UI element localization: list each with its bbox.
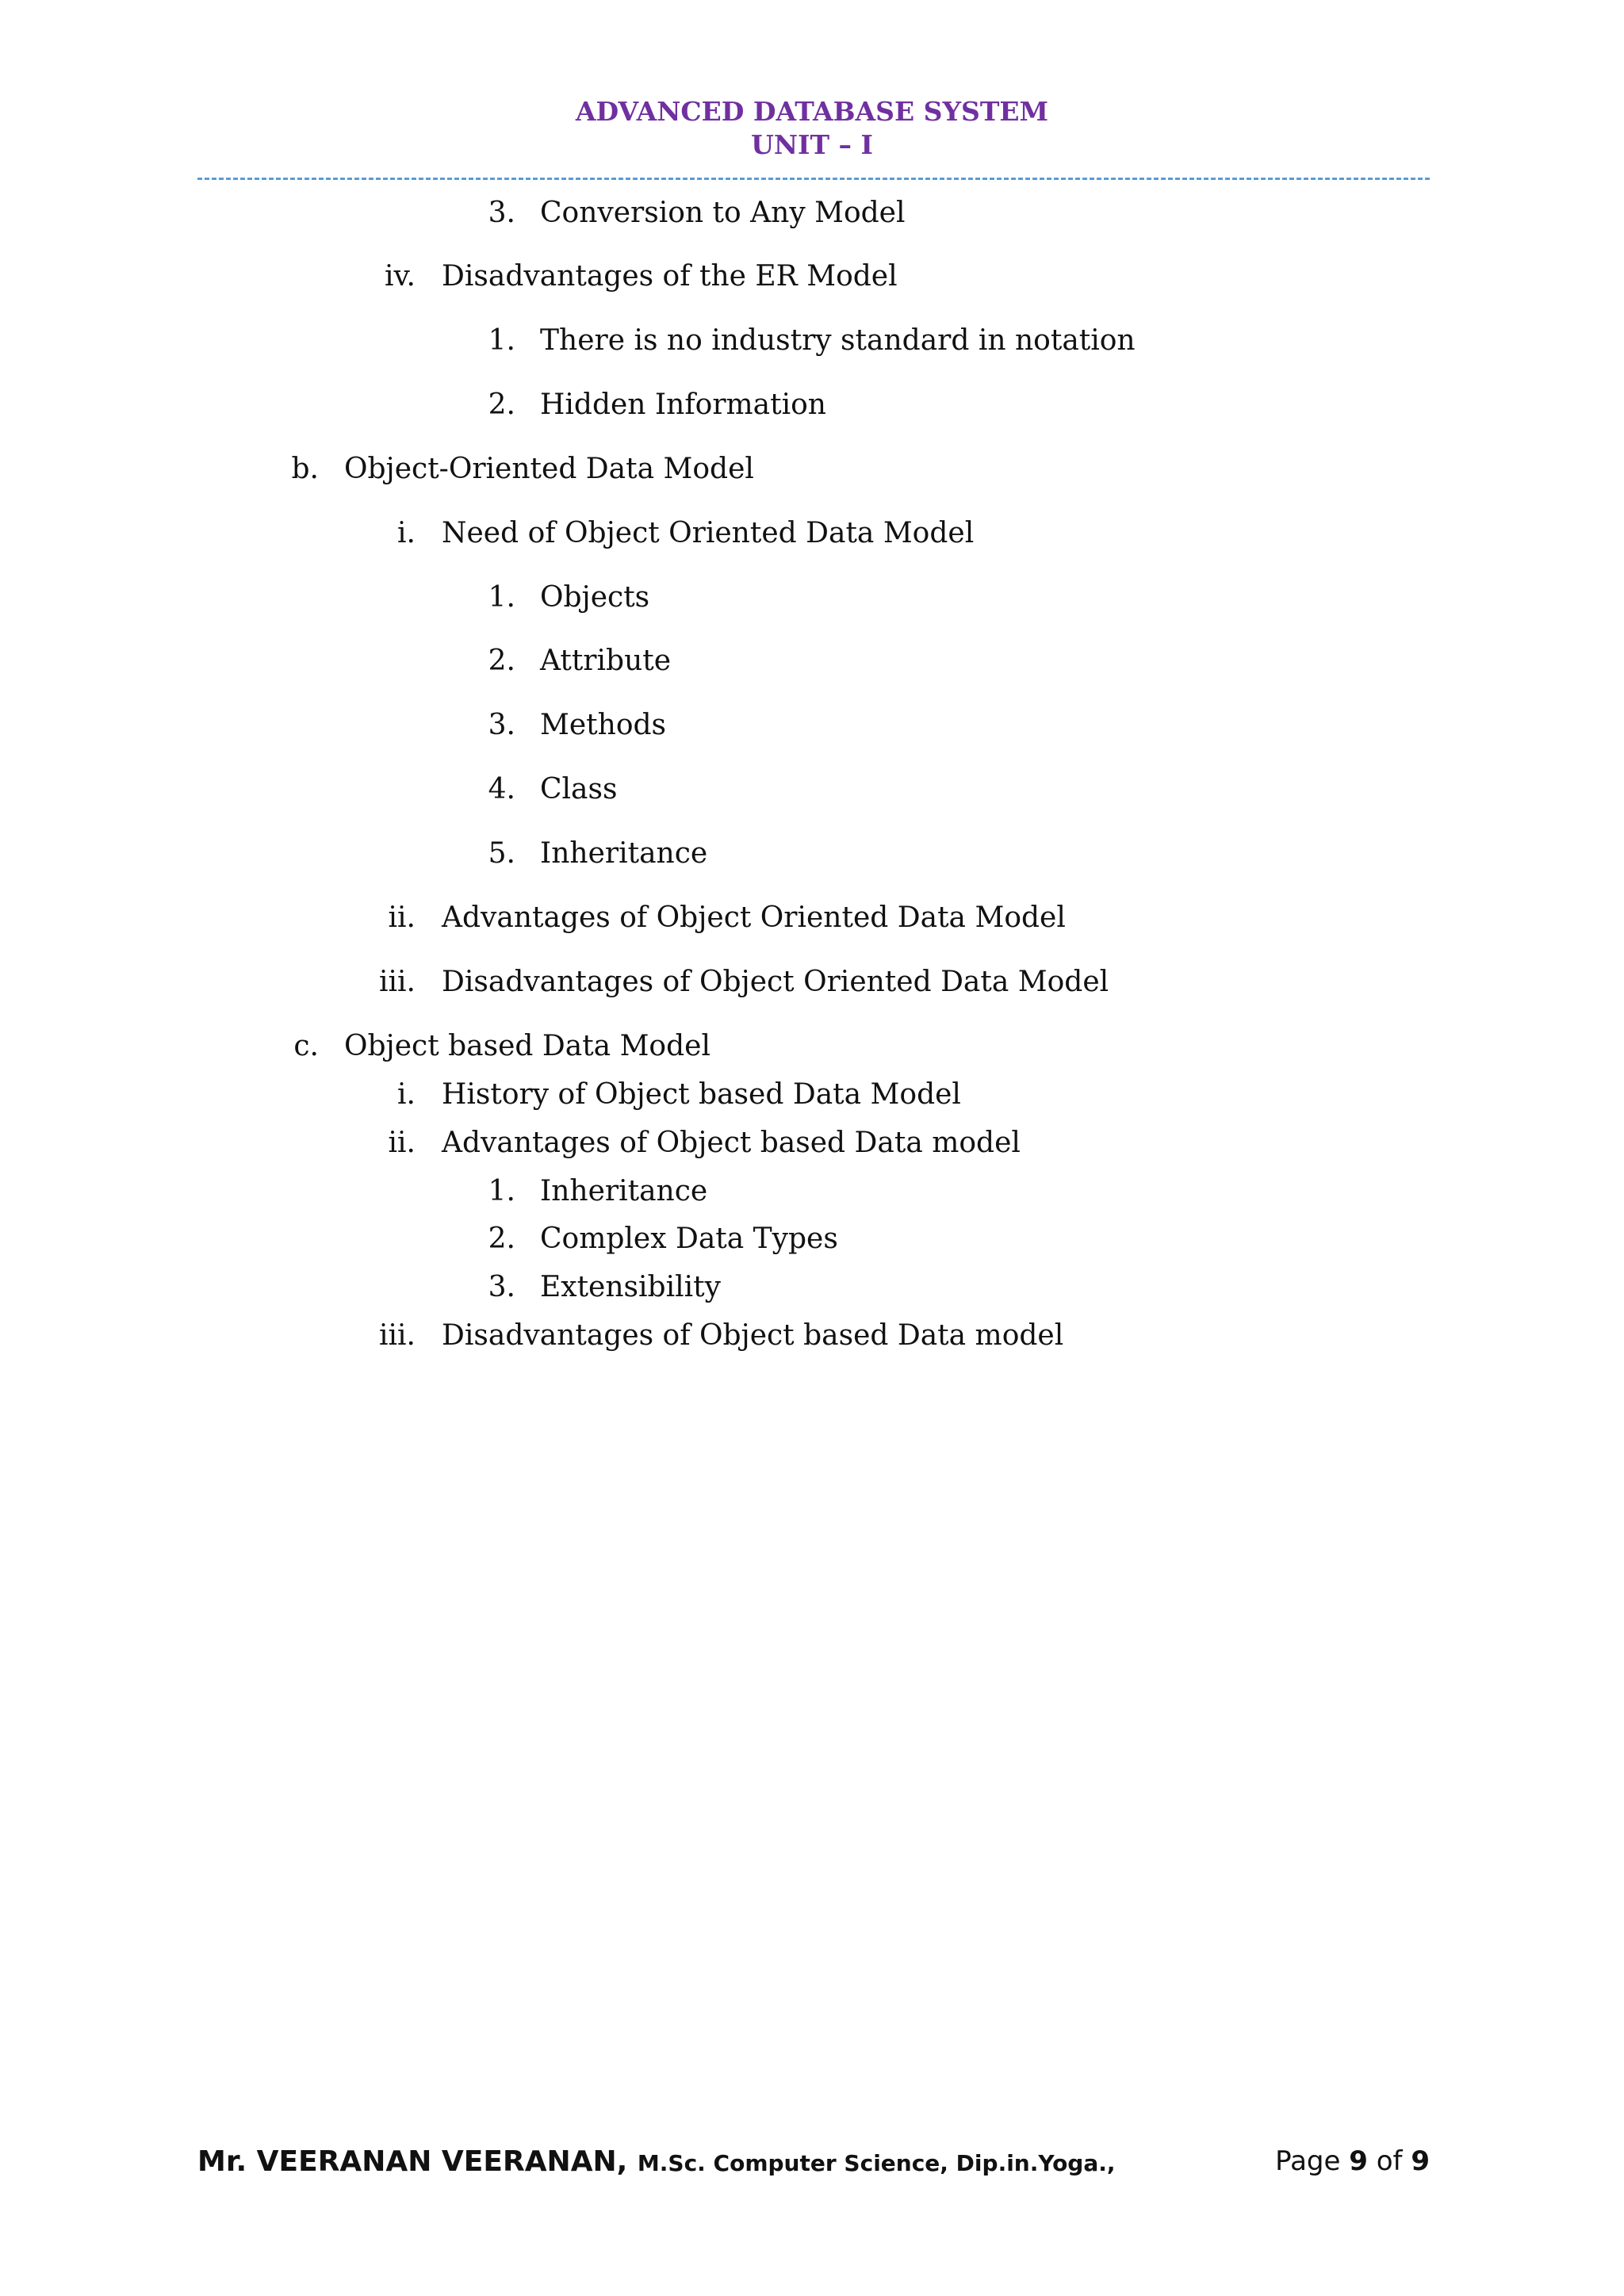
- list-item-text: Object based Data Model: [344, 1030, 710, 1062]
- list-marker: 1.: [488, 324, 515, 357]
- list-marker: 3.: [488, 197, 515, 229]
- list-item-text: There is no industry standard in notation: [540, 324, 1136, 357]
- list-marker: iii.: [379, 1319, 416, 1352]
- list-marker: 2.: [488, 388, 515, 421]
- list-marker: ii.: [388, 901, 416, 934]
- list-marker: 3.: [488, 709, 515, 741]
- page-total: 9: [1411, 2145, 1430, 2177]
- page-word: Page: [1275, 2145, 1341, 2177]
- document-title: ADVANCED DATABASE SYSTEM: [575, 96, 1049, 127]
- list-item-text: Advantages of Object based Data model: [442, 1127, 1021, 1159]
- unit-heading: UNIT – I: [751, 129, 873, 160]
- list-marker: ii.: [388, 1127, 416, 1159]
- list-marker: i.: [397, 1078, 416, 1111]
- list-marker: iv.: [384, 260, 416, 293]
- list-item-text: Inheritance: [540, 837, 708, 870]
- list-marker: 2.: [488, 1223, 515, 1255]
- list-marker: 2.: [488, 645, 515, 677]
- list-marker: 1.: [488, 1175, 515, 1207]
- author-qualifications: M.Sc. Computer Science, Dip.in.Yoga.,: [637, 2150, 1116, 2176]
- list-item-text: Advantages of Object Oriented Data Model: [442, 901, 1066, 934]
- list-item-text: Complex Data Types: [540, 1223, 838, 1255]
- list-item-text: Objects: [540, 581, 650, 614]
- page-of: of: [1376, 2145, 1403, 2177]
- list-marker: iii.: [379, 966, 416, 998]
- list-item-text: Disadvantages of Object Oriented Data Model: [442, 966, 1109, 998]
- list-marker: i.: [397, 517, 416, 549]
- list-item-text: Inheritance: [540, 1175, 708, 1207]
- list-marker: 1.: [488, 581, 515, 614]
- list-item-text: Conversion to Any Model: [540, 197, 906, 229]
- author-name: Mr. VEERANAN VEERANAN,: [197, 2145, 628, 2178]
- list-item-text: Extensibility: [540, 1271, 721, 1303]
- header-divider: [197, 178, 1430, 180]
- list-marker: 4.: [488, 773, 515, 806]
- list-item-text: Object-Oriented Data Model: [344, 453, 754, 485]
- list-marker: 3.: [488, 1271, 515, 1303]
- page-current: 9: [1349, 2145, 1368, 2177]
- page-number: [1275, 2145, 1430, 2177]
- list-item-text: Disadvantages of the ER Model: [442, 260, 898, 293]
- list-marker: b.: [291, 453, 319, 485]
- list-item-text: Methods: [540, 709, 667, 741]
- list-item-text: Disadvantages of Object based Data model: [442, 1319, 1064, 1352]
- list-marker: c.: [293, 1030, 319, 1062]
- list-item-text: Attribute: [540, 645, 672, 677]
- footer-author: [197, 2145, 1116, 2178]
- list-item-text: Hidden Information: [540, 388, 826, 421]
- list-item-text: History of Object based Data Model: [442, 1078, 961, 1111]
- list-item-text: Class: [540, 773, 618, 806]
- list-marker: 5.: [488, 837, 515, 870]
- list-item-text: Need of Object Oriented Data Model: [442, 517, 975, 549]
